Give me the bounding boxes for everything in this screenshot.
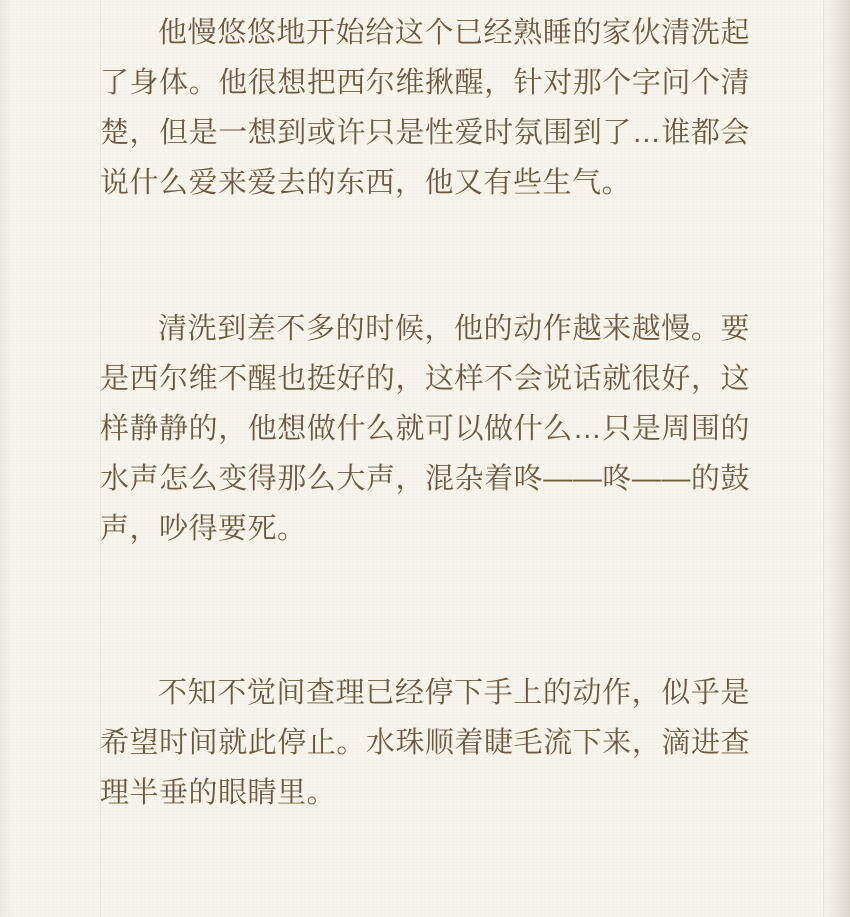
page-content (100, 8, 750, 818)
paragraph-3: 不知不觉间查理已经停下手上的动作，似乎是希望时间就此停止。水珠顺着睫毛流下来，滴进查理半垂的眼睛里。 (100, 677, 750, 809)
page-edge-shadow (828, 0, 850, 917)
paragraph-1: 他慢悠悠地开始给这个已经熟睡的家伙清洗起了身体。他很想把西尔维揪醒，针对那个字问个清楚，但是一想到或许只是性爱时氛围到了…谁都会说什么爱来爱去的东西，他又有些生气。 (100, 17, 750, 199)
right-margin-rule (823, 0, 824, 917)
paragraph-spacer-1 (100, 270, 750, 304)
paragraph-2: 清洗到差不多的时候，他的动作越来越慢。要是西尔维不醒也挺好的，这样不会说话就很好，这样静静的，他想做什么就可以做什么…只是周围的水声怎么变得那么大声，混杂着咚——咚——的鼓声，吵得要死。 (100, 313, 750, 545)
paragraph-spacer-2 (100, 616, 750, 668)
